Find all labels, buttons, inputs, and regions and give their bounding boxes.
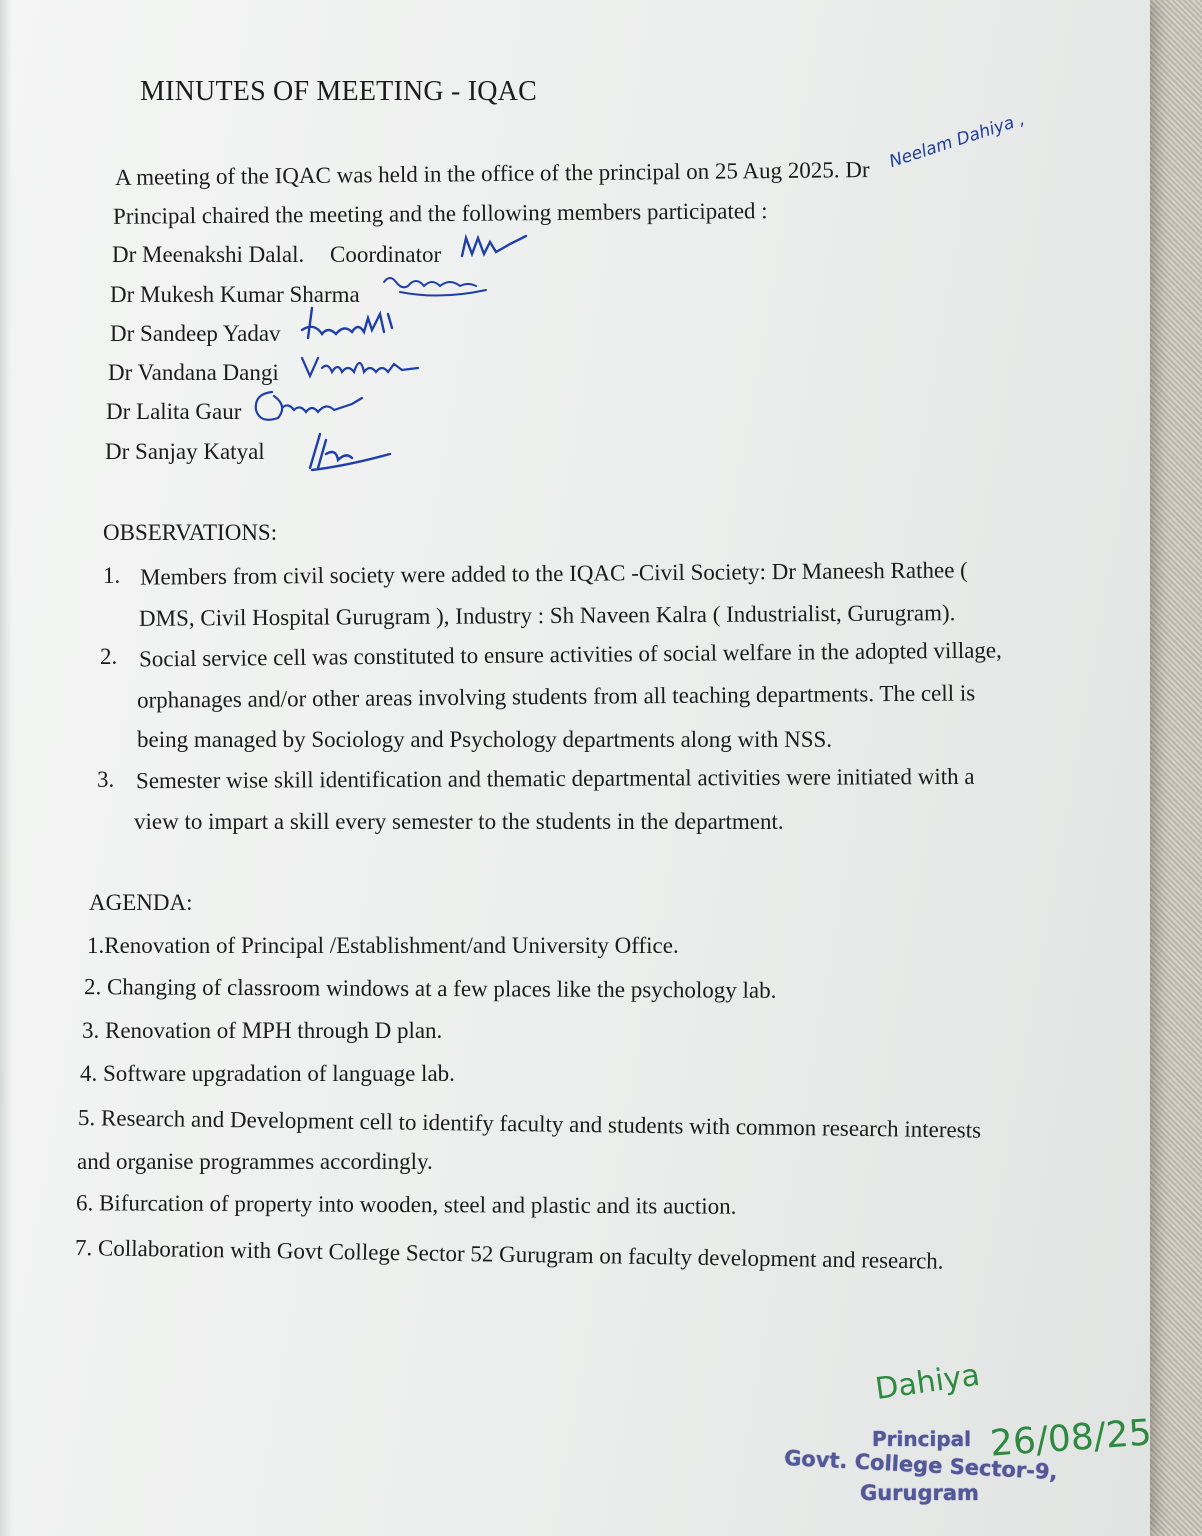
member-signature [252, 388, 367, 432]
handwritten-principal-name: Neelam Dahiya , [886, 109, 1028, 172]
agenda-item: 6. Bifurcation of property into wooden, steel and plastic and its auction. [75, 1190, 737, 1219]
member-role: Coordinator [330, 242, 442, 267]
member-name: Dr Lalita Gaur [106, 399, 242, 424]
document-title: MINUTES OF MEETING - IQAC [140, 76, 537, 107]
observation-line: DMS, Civil Hospital Gurugram ), Industry : Sh Naveen Kalra ( Industrialist, Gurugram). [138, 600, 956, 631]
stamp-designation: Principal [872, 1427, 971, 1451]
member-signature [298, 304, 408, 350]
stamp-college: Govt. College Sector-9, [783, 1445, 1059, 1485]
agenda-item: 4. Software upgradation of language lab. [80, 1061, 455, 1086]
stamp-city: Gurugram [860, 1481, 979, 1505]
intro-line-2: Principal chaired the meeting and the following members participated : [112, 198, 768, 229]
member-signature [460, 232, 530, 266]
intro-line-1: A meeting of the IQAC was held in the office of the principal on 25 Aug 2025. Dr [114, 157, 870, 190]
observation-number: 3. [97, 767, 115, 792]
observations-heading: OBSERVATIONS: [103, 520, 278, 545]
observation-line: view to impart a skill every semester to the students in the department. [134, 809, 784, 834]
member-name: Dr Vandana Dangi [108, 360, 279, 385]
agenda-item-continuation: and organise programmes accordingly. [77, 1149, 433, 1174]
observation-number: 2. [100, 644, 118, 669]
member-name: Dr Mukesh Kumar Sharma [110, 282, 360, 307]
observation-line: Social service cell was constituted to ensure activities of social welfare in the adopted village, [138, 637, 1002, 672]
observation-line: being managed by Sociology and Psychology departments along with NSS. [137, 727, 833, 752]
member-signature [380, 272, 490, 306]
agenda-item: 1.Renovation of Principal /Establishment/and University Office. [87, 933, 679, 958]
member-name: Dr Meenakshi Dalal. [112, 242, 305, 267]
observation-line: Members from civil society were added to the IQAC -Civil Society: Dr Maneesh Rathee ( [139, 557, 968, 590]
member-name: Dr Sanjay Katyal [105, 439, 265, 464]
member-name: Dr Sandeep Yadav [110, 321, 281, 346]
observation-line: orphanages and/or other areas involving students from all teaching departments. The cell is [136, 680, 976, 713]
principal-signature: Dahiya [873, 1357, 982, 1407]
agenda-item: 7. Collaboration with Govt College Sector 52 Gurugram on faculty development and research. [74, 1235, 944, 1274]
agenda-heading: AGENDA: [89, 890, 193, 915]
signature-date: 26/08/25 [988, 1412, 1153, 1465]
principal-stamp [780, 1425, 1059, 1525]
agenda-item: 2. Changing of classroom windows at a few places like the psychology lab. [83, 974, 777, 1003]
page-edge-shadow [0, 0, 12, 1536]
member-signature [298, 350, 423, 386]
observation-line: Semester wise skill identification and thematic departmental activities were initiated with a [135, 763, 975, 794]
member-signature [296, 430, 396, 478]
observation-number: 1. [103, 563, 121, 588]
agenda-item: 5. Research and Development cell to identify faculty and students with common research interests [77, 1105, 982, 1143]
agenda-item: 3. Renovation of MPH through D plan. [82, 1018, 443, 1043]
